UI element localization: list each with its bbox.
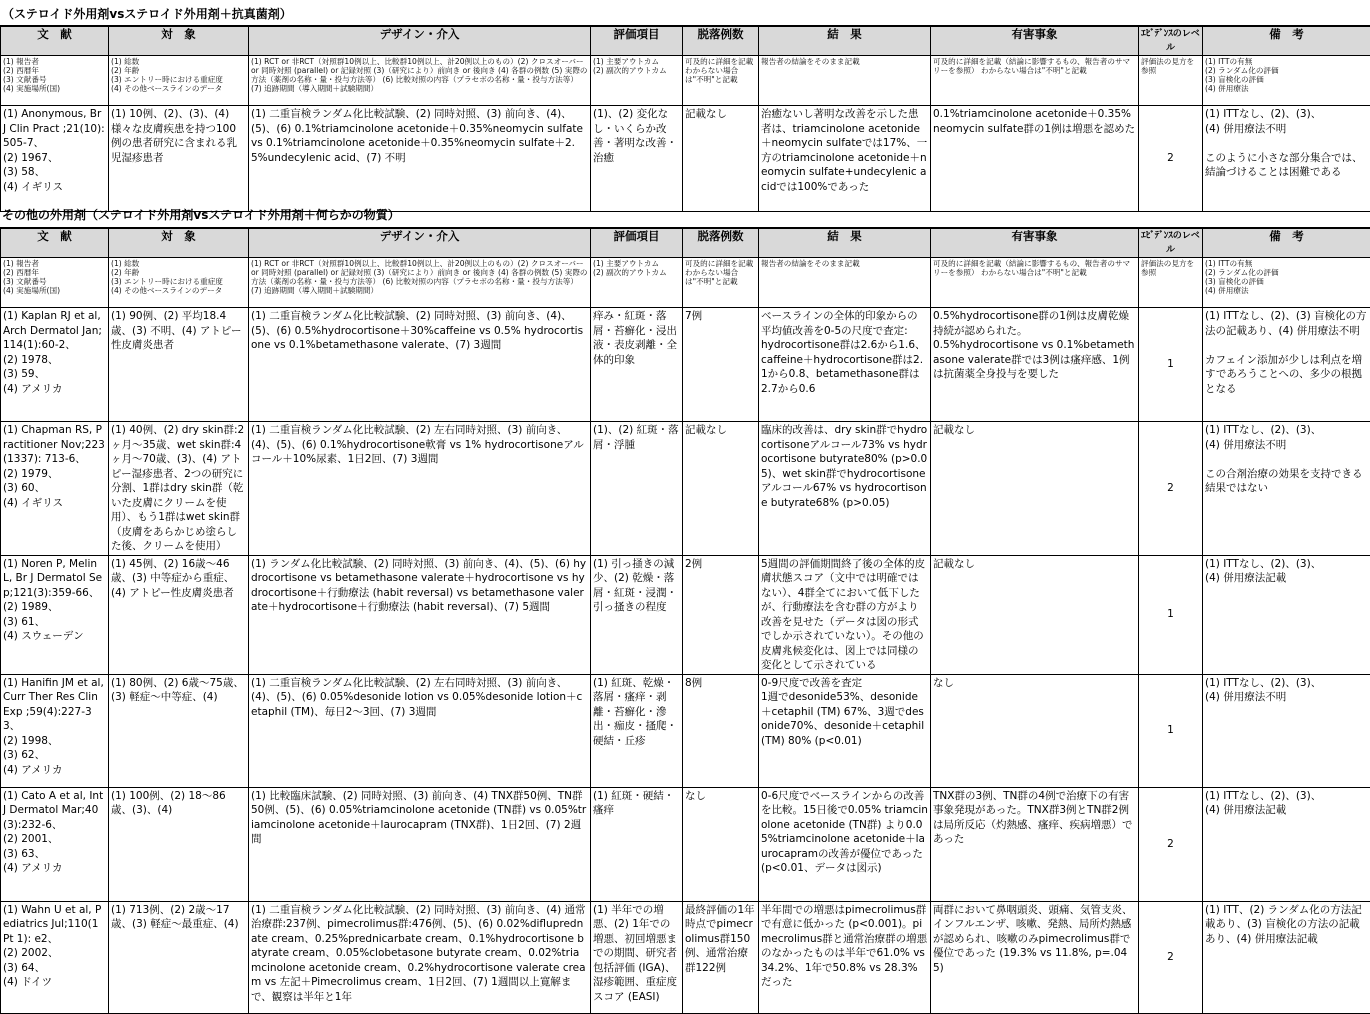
cell-line: (1) ITTなし、(2)、(3)、 — [1205, 557, 1368, 572]
cell-line: (2) 2002、 — [3, 946, 106, 961]
subheader-level: 評価法の見方を参照 — [1139, 258, 1203, 308]
cell-line: (2) 1967、 — [3, 151, 106, 166]
cell-line: (4) 実施場所(国) — [3, 84, 106, 93]
cell-subject: (1) 90例、(2) 平均18.4歳、(3) 不明、(4) アトピー性皮膚炎患者 — [109, 308, 249, 422]
cell-dropout: 2例 — [683, 555, 759, 674]
cell-line: (3) 64、 — [3, 961, 106, 976]
cell-adverse: なし — [931, 674, 1139, 787]
header-design: デザイン・介入 — [249, 26, 591, 56]
cell-line: (3) エントリー時における重症度 — [111, 277, 246, 286]
cell-line: (3) 60、 — [3, 481, 106, 496]
subheader-dropout: 可及的に詳細を記載 わからない場合は"不明"と記載 — [683, 258, 759, 308]
cell-line: (2) 2001、 — [3, 832, 106, 847]
cell-line: (4) アメリカ — [3, 382, 106, 397]
cell-adverse: 記載なし — [931, 555, 1139, 674]
cell-line: (2) 1998、 — [3, 734, 106, 749]
cell-line: (2) 1978、 — [3, 353, 106, 368]
cell-line: (1) Noren P, Melin L, Br J Dermatol Sep;121(3):359-66、 — [3, 557, 106, 601]
cell-design: (1) 二重盲検ランダム化比較試験、(2) 左右同時対照、(3) 前向き、(4)、(5)、(6) 0.1%hydrocortisone軟膏 vs 1% hydrocortisoneアルコール＋10%尿素、1日2回、(7) 3週間 — [249, 422, 591, 556]
cell-line — [1205, 452, 1368, 467]
subheader-notes — [1203, 56, 1370, 106]
cell-level: 1 — [1139, 674, 1203, 787]
cell-result: 治癒ないし著明な改善を示した患者は、triamcinolone acetonide＋neomycin sulfateでは17%、一方のtriamcinolone acetonide＋neomycin sulfate+undecylenic acidでは100%であった — [759, 106, 931, 212]
cell-line: (3) 63、 — [3, 847, 106, 862]
cell-design: (1) 二重盲検ランダム化比較試験、(2) 左右同時対照、(3) 前向き、(4)、(5)、(6) 0.05%desonide lotion vs 0.05%desonide lotion＋cetaphil (TM)、毎日2〜3回、(7) 3週間 — [249, 674, 591, 787]
cell-line: (1) ITTなし、(2)、(3) 盲検化の方法の記載あり、(4) 併用療法不明 — [1205, 309, 1368, 338]
cell-line: (1) 主要アウトカム — [593, 259, 680, 268]
cell-notes — [1203, 106, 1370, 212]
cell-line: (3) 58、 — [3, 165, 106, 180]
table-row — [1, 787, 1370, 901]
cell-level: 2 — [1139, 422, 1203, 556]
cell-outcome: (1) 紅斑、乾燥・落屑・瘙痒・剥離・苔癬化・滲出・痂皮・搔爬・硬結・丘疹 — [591, 674, 683, 787]
section-title-antifungal: （ステロイド外用剤vsステロイド外用剤＋抗真菌剤） — [2, 5, 292, 22]
cell-subject: (1) 100例、(2) 18〜86歳、(3)、(4) — [109, 787, 249, 901]
cell-ref — [1, 106, 109, 212]
cell-line: (4) イギリス — [3, 180, 106, 195]
cell-outcome: (1) 半年での増悪、(2) 1年での増悪、初回増悪までの期間、研究者包括評価 (IGA)、湿疹範囲、重症度スコア (EASI) — [591, 901, 683, 1013]
cell-line: (4) 併用療法不明 — [1205, 690, 1368, 705]
cell-line: (2) 年齢 — [111, 268, 246, 277]
cell-line: (3) 盲検化の評価 — [1205, 75, 1368, 84]
subheader-adverse: 可及的に詳細を記載（結論に影響するもの、報告者のサマリーを参照） わからない場合は"不明"と記載 — [931, 56, 1139, 106]
header-design: デザイン・介入 — [249, 228, 591, 258]
cell-design: (1) 二重盲検ランダム化比較試験、(2) 同時対照、(3) 前向き、(4)、(5)、(6) 0.5%hydrocortisone＋30%caffeine vs 0.5% hydrocortisone vs 0.1%betamethasone valerate、(7) 3週間 — [249, 308, 591, 422]
cell-line: (2) ランダム化の評価 — [1205, 66, 1368, 75]
subheader-subject — [109, 258, 249, 308]
table-subheader-row — [1, 56, 1370, 106]
cell-subject: (1) 713例、(2) 2歳〜17歳、(3) 軽症〜最重症、(4) — [109, 901, 249, 1013]
cell-line: (4) ドイツ — [3, 975, 106, 990]
subheader-result: 報告者の結論をそのまま記載 — [759, 258, 931, 308]
header-result: 結 果 — [759, 26, 931, 56]
cell-line: (2) 年齢 — [111, 66, 246, 75]
cell-level: 1 — [1139, 555, 1203, 674]
cell-line: (4) その他ベースラインのデータ — [111, 84, 246, 93]
cell-line: (1) Cato A et al, Int J Dermatol Mar;40(3):232-6、 — [3, 789, 106, 833]
header-level: ｴﾋﾞﾃﾞﾝｽのレベル — [1139, 26, 1203, 56]
cell-line: (3) 62、 — [3, 748, 106, 763]
cell-result: 臨床的改善は、dry skin群でhydrocortisoneアルコール73% vs hydrocortisone butyrate80% (p>0.05)、wet skin群でhydrocortisoneアルコール67% vs hydrocortisone butyrate68% (p>0.05) — [759, 422, 931, 556]
cell-dropout: 最終評価の1年時点でpimecrolimus群150例、通常治療群122例 — [683, 901, 759, 1013]
cell-adverse: 0.1%triamcinolone acetonide＋0.35%neomycin sulfate群の1例は増悪を認めた — [931, 106, 1139, 212]
cell-line: (1) Chapman RS, Practitioner Nov;223(1337): 713-6、 — [3, 423, 106, 467]
header-outcome: 評価項目 — [591, 228, 683, 258]
cell-result: 0-6尺度でベースラインからの改善を比較。15日後で0.05% triamcinolone acetonide (TN群) より0.05%triamcinolone acetonide＋laurocapramの改善が優位であった (p<0.01、データは図示) — [759, 787, 931, 901]
table-header-row — [1, 228, 1370, 258]
table-row — [1, 555, 1370, 674]
cell-notes — [1203, 787, 1370, 901]
table-subheader-row — [1, 258, 1370, 308]
cell-subject: (1) 10例、(2)、(3)、(4) 様々な皮膚疾患を持つ100例の患者研究に含まれる乳児湿疹患者 — [109, 106, 249, 212]
header-dropout: 脱落例数 — [683, 26, 759, 56]
header-subject: 対 象 — [109, 228, 249, 258]
cell-design: (1) 二重盲検ランダム化比較試験、(2) 同時対照、(3) 前向き、(4) 通常治療群:237例、pimecrolimus群:476例、(5)、(6) 0.02%difluprednate cream、0.25%prednicarbate cream、0.1%hydrocortisone batyrate cream、0.05%clobetasone butyrate cream、0.02%triamcinolone acetonide cream、0.2%hydrocortisone valerate cream vs 左記＋Pimecrolimus cream、1日2回、(7) 1週間以上寛解まで、観察は半年と1年 — [249, 901, 591, 1013]
cell-subject: (1) 45例、(2) 16歳〜46歳、(3) 中等症から重症、(4) アトピー性皮膚炎患者 — [109, 555, 249, 674]
cell-dropout: 記載なし — [683, 422, 759, 556]
cell-line: (1) ITTなし、(2)、(3)、 — [1205, 107, 1368, 122]
cell-line: (4) 併用療法不明 — [1205, 438, 1368, 453]
cell-line: (1) Kaplan RJ et al, Arch Dermatol Jan;114(1):60-2、 — [3, 309, 106, 353]
cell-ref — [1, 422, 109, 556]
cell-line: (4) イギリス — [3, 496, 106, 511]
header-notes: 備 考 — [1203, 26, 1370, 56]
cell-line: (1) Hanifin JM et al, Curr Ther Res Clin Exp ;59(4):227-33、 — [3, 676, 106, 734]
cell-level: 2 — [1139, 901, 1203, 1013]
subheader-outcome — [591, 258, 683, 308]
cell-dropout: 7例 — [683, 308, 759, 422]
cell-ref — [1, 674, 109, 787]
subheader-ref — [1, 56, 109, 106]
cell-line — [1205, 338, 1368, 353]
cell-adverse: 0.5%hydrocortisone群の1例は皮膚乾燥持続が認められた。 0.5%hydrocortisone vs 0.1%betamethasone valerate群では3例は瘙痒感、1例は抗菌薬全身投与を要した — [931, 308, 1139, 422]
cell-line: (1) 報告者 — [3, 57, 106, 66]
subheader-dropout: 可及的に詳細を記載 わからない場合は"不明"と記載 — [683, 56, 759, 106]
evidence-table-other — [0, 227, 1370, 1014]
subheader-adverse: 可及的に詳細を記載（結論に影響するもの、報告者のサマリーを参照） わからない場合は"不明"と記載 — [931, 258, 1139, 308]
header-result: 結 果 — [759, 228, 931, 258]
subheader-design: (1) RCT or 非RCT（対照群10例以上、比較群10例以上、計20例以上のもの）(2) クロスオーバー or 同時対照 (parallel) or 記録対照 (3)（研究により）前向き or 後向き (4) 各群の例数 (5) 実際の方法（薬剤の名称・量・投与方法等） (6) 比較対照の内容（プラセボの名称・量・投与方法等） (7) 追跡期間（導入期間＋試験期間） — [249, 258, 591, 308]
cell-outcome: (1) 紅斑・硬結・瘙痒 — [591, 787, 683, 901]
cell-line: (3) 文献番号 — [3, 75, 106, 84]
cell-notes — [1203, 674, 1370, 787]
cell-adverse: 記載なし — [931, 422, 1139, 556]
cell-design: (1) 二重盲検ランダム化比較試験、(2) 同時対照、(3) 前向き、(4)、(5)、(6) 0.1%triamcinolone acetonide＋0.35%neomycin sulfate vs 0.1%triamcinolone acetonide＋0.35%neomycin sulfate＋2.5%undecylenic acid、(7) 不明 — [249, 106, 591, 212]
cell-line: (4) 併用療法記載 — [1205, 803, 1368, 818]
cell-result: ベースラインの全体的印象からの平均値改善を0-5の尺度で査定: hydrocortisone群は2.6から1.6、caffeine＋hydrocortisone群は2.1から0.8、betamethasone群は2.7から0.6 — [759, 308, 931, 422]
cell-line: (4) その他ベースラインのデータ — [111, 286, 246, 295]
subheader-subject — [109, 56, 249, 106]
cell-line: (4) 併用療法不明 — [1205, 122, 1368, 137]
cell-result: 0-9尺度で改善を査定 1週でdesonide53%、desonide＋cetaphil (TM) 67%、3週でdesonide70%、desonide＋cetaphil (TM) 80% (p<0.01) — [759, 674, 931, 787]
header-ref: 文 献 — [1, 26, 109, 56]
cell-line: (3) 文献番号 — [3, 277, 106, 286]
header-outcome: 評価項目 — [591, 26, 683, 56]
subheader-notes — [1203, 258, 1370, 308]
cell-line: (2) 副次的アウトカム — [593, 66, 680, 75]
cell-line: (3) 61、 — [3, 615, 106, 630]
header-dropout: 脱落例数 — [683, 228, 759, 258]
cell-notes — [1203, 422, 1370, 556]
header-level: ｴﾋﾞﾃﾞﾝｽのレベル — [1139, 228, 1203, 258]
evidence-table-antifungal — [0, 25, 1370, 212]
cell-notes — [1203, 901, 1370, 1013]
cell-notes — [1203, 308, 1370, 422]
cell-design: (1) 比較臨床試験、(2) 同時対照、(3) 前向き、(4) TNX群50例、TN群50例、(5)、(6) 0.05%triamcinolone acetonide (TN群) vs 0.05%triamcinolone acetonide＋laurocapram (TNX群)、1日2回、(7) 2週間 — [249, 787, 591, 901]
cell-line: この合剤治療の効果を支持できる結果ではない — [1205, 467, 1368, 496]
cell-line: このように小さな部分集合では、結論づけることは困難である — [1205, 151, 1368, 180]
header-ref: 文 献 — [1, 228, 109, 258]
cell-line: (4) アメリカ — [3, 763, 106, 778]
cell-outcome: (1)、(2) 紅斑・落屑・浮腫 — [591, 422, 683, 556]
cell-line: (2) 西暦年 — [3, 268, 106, 277]
cell-line: (4) 実施場所(国) — [3, 286, 106, 295]
cell-line: (4) 併用療法記載 — [1205, 571, 1368, 586]
cell-result: 5週間の評価期間終了後の全体的皮膚状態スコア（文中では明確ではない）、4群全てにおいて低下したが、行動療法を含む群の方がより改善を見せた（データは図の形式でしか示されていない）。その他の皮膚兆候変化は、図上では同様の変化として示されている — [759, 555, 931, 674]
cell-line: (1) 主要アウトカム — [593, 57, 680, 66]
cell-line: (1) 報告者 — [3, 259, 106, 268]
cell-line: (1) ITTの有無 — [1205, 259, 1368, 268]
cell-line: (1) ITTの有無 — [1205, 57, 1368, 66]
cell-dropout: 8例 — [683, 674, 759, 787]
cell-adverse: 両群において鼻咽頭炎、頭痛、気管支炎、インフルエンザ、咳嗽、発熱、局所灼熱感が認められ、咳嗽のみpimecrolimus群で優位であった (19.3% vs 11.8%, p=.045) — [931, 901, 1139, 1013]
cell-outcome: (1) 引っ掻きの減少、(2) 乾燥・落屑・紅斑・浸潤・引っ搔きの程度 — [591, 555, 683, 674]
subheader-outcome — [591, 56, 683, 106]
cell-line: (2) 副次的アウトカム — [593, 268, 680, 277]
cell-line: (1) Wahn U et al, Pediatrics Jul;110(1 Pt 1): e2、 — [3, 903, 106, 947]
cell-line: (1) ITTなし、(2)、(3)、 — [1205, 789, 1368, 804]
cell-dropout: なし — [683, 787, 759, 901]
cell-line: (4) アメリカ — [3, 861, 106, 876]
cell-ref — [1, 308, 109, 422]
cell-notes — [1203, 555, 1370, 674]
cell-line: (4) スウェーデン — [3, 629, 106, 644]
cell-result: 半年間での増悪はpimecrolimus群で有意に低かった (p<0.001)。pimecrolimus群と通常治療群の増悪のなかったものは半年で61.0% vs 34.2%、1年で50.8% vs 28.3%だった — [759, 901, 931, 1013]
cell-line: (2) 西暦年 — [3, 66, 106, 75]
subheader-result: 報告者の結論をそのまま記載 — [759, 56, 931, 106]
cell-line: (2) 1989、 — [3, 600, 106, 615]
cell-line: (4) 併用療法 — [1205, 286, 1368, 295]
table-row — [1, 106, 1370, 212]
cell-line: カフェイン添加が少しは利点を増すであろうことへの、多少の根拠となる — [1205, 353, 1368, 397]
header-adverse: 有害事象 — [931, 228, 1139, 258]
cell-subject: (1) 80例、(2) 6歳〜75歳、(3) 軽症〜中等症、(4) — [109, 674, 249, 787]
cell-ref — [1, 555, 109, 674]
cell-dropout: 記載なし — [683, 106, 759, 212]
table-header-row — [1, 26, 1370, 56]
cell-line: (2) ランダム化の評価 — [1205, 268, 1368, 277]
header-adverse: 有害事象 — [931, 26, 1139, 56]
cell-outcome: 痒み・紅斑・落屑・苔癬化・浸出液・表皮剥離・全体的印象 — [591, 308, 683, 422]
cell-line: (1) 総数 — [111, 57, 246, 66]
subheader-design: (1) RCT or 非RCT（対照群10例以上、比較群10例以上、計20例以上のもの）(2) クロスオーバー or 同時対照 (parallel) or 記録対照 (3)（研究により）前向き or 後向き (4) 各群の例数 (5) 実際の方法（薬剤の名称・量・投与方法等） (6) 比較対照の内容（プラセボの名称・量・投与方法等） (7) 追跡期間（導入期間＋試験期間） — [249, 56, 591, 106]
header-notes: 備 考 — [1203, 228, 1370, 258]
cell-line — [1205, 136, 1368, 151]
cell-line: (1) ITTなし、(2)、(3)、 — [1205, 423, 1368, 438]
cell-line: (3) 59、 — [3, 367, 106, 382]
cell-level: 1 — [1139, 308, 1203, 422]
cell-line: (4) 併用療法 — [1205, 84, 1368, 93]
cell-line: (2) 1979、 — [3, 467, 106, 482]
subheader-ref — [1, 258, 109, 308]
cell-ref — [1, 901, 109, 1013]
cell-line: (1) ITT、(2) ランダム化の方法記載あり、(3) 盲検化の方法の記載あり、(4) 併用療法記載 — [1205, 903, 1368, 947]
table-row — [1, 308, 1370, 422]
cell-level: 2 — [1139, 787, 1203, 901]
cell-subject: (1) 40例、(2) dry skin群:2ヶ月〜35歳、wet skin群:4ヶ月〜70歳、(3)、(4) アトピー湿疹患者、2つの研究に分割、1群はdry skin群（乾いた皮膚にクリームを使用）、もう1群はwet skin群（皮膚をあらかじめ塗らした後、クリームを使用） — [109, 422, 249, 556]
cell-level: 2 — [1139, 106, 1203, 212]
table-row — [1, 422, 1370, 556]
cell-line: (1) Anonymous, Br J Clin Pract ;21(10):505-7、 — [3, 107, 106, 151]
cell-line: (1) 総数 — [111, 259, 246, 268]
table-row — [1, 901, 1370, 1013]
subheader-level: 評価法の見方を参照 — [1139, 56, 1203, 106]
cell-design: (1) ランダム化比較試験、(2) 同時対照、(3) 前向き、(4)、(5)、(6) hydrocortisone vs betamethasone valerate＋hydrocortisone vs hydrocortisone＋行動療法 (habit reversal) vs betamethasone valerate＋hydrocortisone＋行動療法 (habit reversal)、(7) 5週間 — [249, 555, 591, 674]
cell-line: (3) エントリー時における重症度 — [111, 75, 246, 84]
cell-line: (3) 盲検化の評価 — [1205, 277, 1368, 286]
table-row — [1, 674, 1370, 787]
cell-line: (1) ITTなし、(2)、(3)、 — [1205, 676, 1368, 691]
section-title-other: その他の外用剤（ステロイド外用剤vsステロイド外用剤＋何らかの物質） — [2, 206, 400, 223]
cell-outcome: (1)、(2) 変化なし・いくらか改善・著明な改善・治癒 — [591, 106, 683, 212]
header-subject: 対 象 — [109, 26, 249, 56]
cell-adverse: TNX群の3例、TN群の4例で治療下の有害事象発現があった。TNX群3例とTN群2例は局所反応（灼熱感、瘙痒、疾病増悪）であった — [931, 787, 1139, 901]
cell-ref — [1, 787, 109, 901]
